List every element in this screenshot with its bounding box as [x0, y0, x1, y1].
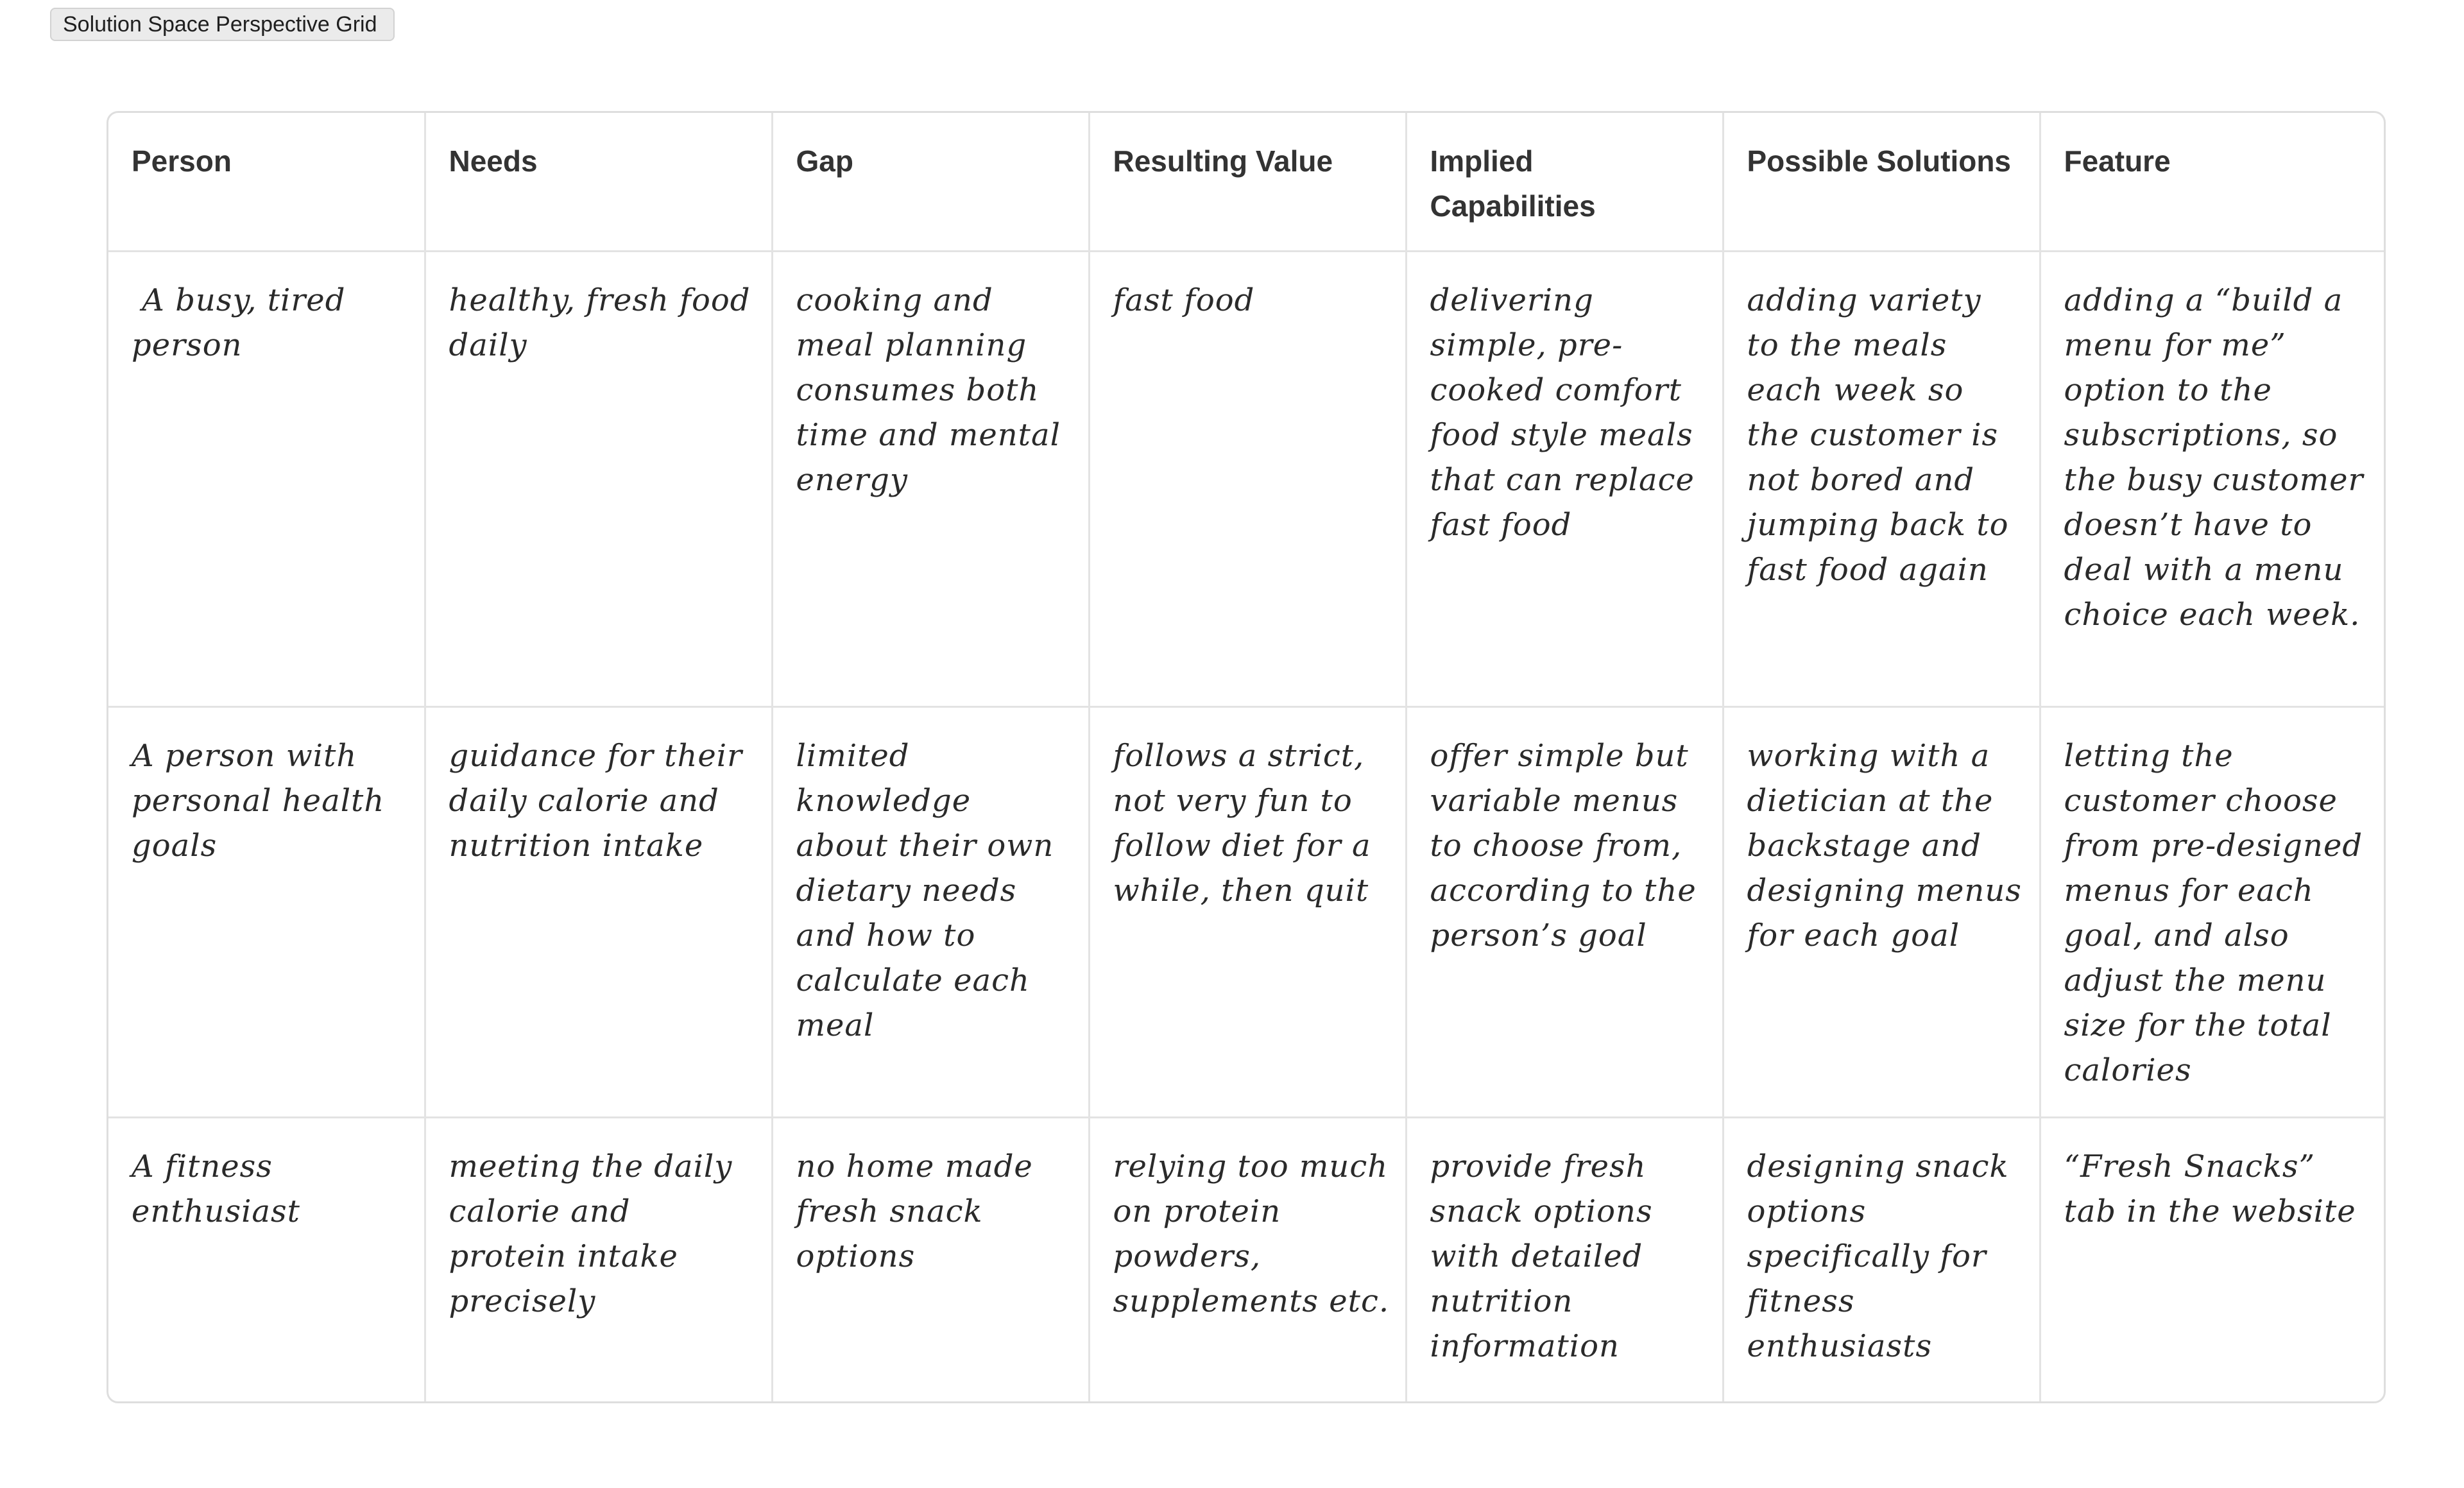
perspective-grid-table [108, 113, 2386, 1403]
cell-implied-capabilities[interactable]: provide fresh snack options with detailed nutrition information [1406, 1117, 1723, 1403]
cell-possible-solutions[interactable]: working with a dietician at the backstage and designing menus for each goal [1723, 706, 2040, 1117]
cell-needs[interactable]: meeting the daily calorie and protein intake precisely [425, 1117, 772, 1403]
grid-title-label[interactable]: Solution Space Perspective Grid [50, 8, 395, 41]
cell-person[interactable]: A busy, tired person [108, 251, 425, 706]
cell-resulting-value[interactable]: follows a strict, not very fun to follow diet for a while, then quit [1089, 706, 1406, 1117]
cell-possible-solutions[interactable]: designing snack options specifically for fitness enthusiasts [1723, 1117, 2040, 1403]
header-person: Person [108, 113, 425, 251]
cell-feature[interactable]: letting the customer choose from pre-designed menus for each goal, and also adjust the menu size for the total calories [2040, 706, 2386, 1117]
header-row [108, 113, 2386, 251]
table-row [108, 251, 2386, 706]
perspective-grid [107, 111, 2386, 1403]
header-feature: Feature [2040, 113, 2386, 251]
cell-resulting-value[interactable]: fast food [1089, 251, 1406, 706]
header-gap: Gap [772, 113, 1089, 251]
cell-person[interactable]: A fitness enthusiast [108, 1117, 425, 1403]
cell-gap[interactable]: no home made fresh snack options [772, 1117, 1089, 1403]
header-needs: Needs [425, 113, 772, 251]
cell-feature[interactable]: adding a “build a menu for me” option to the subscriptions, so the busy customer doesn’t have to deal with a menu choice each week. [2040, 251, 2386, 706]
cell-gap[interactable]: limited knowledge about their own dietary needs and how to calculate each meal [772, 706, 1089, 1117]
cell-resulting-value[interactable]: relying too much on protein powders, supplements etc. [1089, 1117, 1406, 1403]
cell-needs[interactable]: healthy, fresh food daily [425, 251, 772, 706]
header-resulting-value: Resulting Value [1089, 113, 1406, 251]
cell-gap[interactable]: cooking and meal planning consumes both time and mental energy [772, 251, 1089, 706]
cell-feature[interactable]: “Fresh Snacks” tab in the website [2064, 1148, 2356, 1229]
cell-person[interactable]: A person with personal health goals [108, 706, 425, 1117]
cell-needs[interactable]: guidance for their daily calorie and nutrition intake [425, 706, 772, 1117]
cell-implied-capabilities[interactable]: offer simple but variable menus to choose from, according to the person’s goal [1406, 706, 1723, 1117]
header-implied-capabilities: Implied Capabilities [1406, 113, 1723, 251]
cell-possible-solutions[interactable]: adding variety to the meals each week so the customer is not bored and jumping back to fast food again [1723, 251, 2040, 706]
cell-implied-capabilities[interactable]: delivering simple, pre-cooked comfort food style meals that can replace fast food [1406, 251, 1723, 706]
table-row [108, 1117, 2386, 1403]
header-possible-solutions: Possible Solutions [1723, 113, 2040, 251]
table-row [108, 706, 2386, 1117]
